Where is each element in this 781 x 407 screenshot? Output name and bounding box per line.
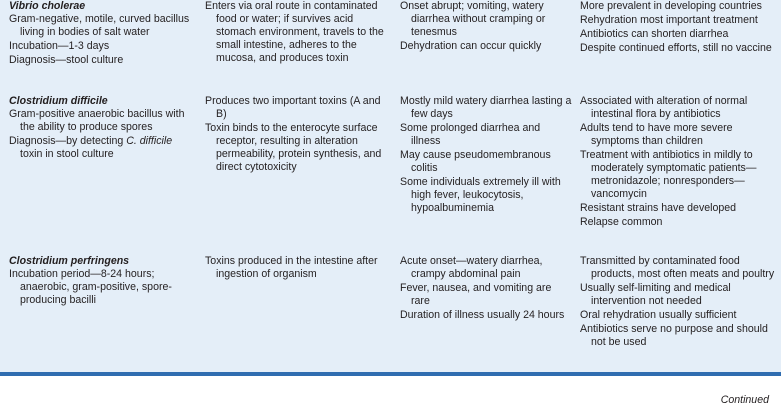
diagnosis-suffix: toxin in stool culture xyxy=(20,148,114,160)
comment-item: Treatment with antibiotics in mildly to moderately symptomatic patients—metronidazole; nonresponders—vancomycin xyxy=(580,149,757,200)
organism-cell xyxy=(9,95,195,162)
pathogenesis-item: Toxins produced in the intestine after ingestion of organism xyxy=(205,255,378,280)
comment-item: Rehydration most important treatment xyxy=(580,14,758,26)
comment-item: Transmitted by contaminated food products, most often meats and poultry xyxy=(580,255,775,280)
clinical-item: Mostly mild watery diarrhea lasting a few days xyxy=(400,95,572,120)
comments-cell xyxy=(580,255,776,350)
comment-item: Despite continued efforts, still no vaccine xyxy=(580,42,772,54)
pathogenesis-cell xyxy=(205,95,391,175)
comment-item: Oral rehydration usually sufficient xyxy=(580,309,737,321)
comments-cell xyxy=(580,95,776,230)
comment-item: Relapse common xyxy=(580,216,663,228)
clinical-item: Dehydration can occur quickly xyxy=(400,40,542,52)
organism-note: Incubation period—8-24 hours; anaerobic, gram-positive, spore-producing bacilli xyxy=(9,268,172,306)
comment-item: Antibiotics can shorten diarrhea xyxy=(580,28,729,40)
continued-label: Continued xyxy=(720,394,769,406)
organism-note: Gram-positive anaerobic bacillus with the ability to produce spores xyxy=(9,108,185,133)
diagnosis-prefix: Diagnosis—by detecting xyxy=(9,135,127,147)
organism-note: Gram-negative, motile, curved bacillus living in bodies of salt water xyxy=(9,13,190,38)
organism-name: Clostridium perfringens xyxy=(9,255,130,267)
pathogenesis-item: Produces two important toxins (A and B) xyxy=(205,95,381,120)
diagnosis-organism: C. difficile xyxy=(126,135,173,147)
comment-item: More prevalent in developing countries xyxy=(580,0,762,12)
comment-item: Antibiotics serve no purpose and should not be used xyxy=(580,323,768,348)
organism-cell xyxy=(9,255,195,308)
clinical-cell xyxy=(400,255,572,323)
organism-name: Vibrio cholerae xyxy=(9,0,86,12)
organism-name: Clostridium difficile xyxy=(9,95,108,107)
clinical-item: Some individuals extremely ill with high fever, leukocytosis, hypoalbuminemia xyxy=(400,176,561,214)
pathogenesis-cell xyxy=(205,0,391,66)
table-bottom-rule xyxy=(0,372,781,376)
clinical-item: Fever, nausea, and vomiting are rare xyxy=(400,282,552,307)
clinical-cell xyxy=(400,0,572,54)
organism-note: Incubation—1-3 days xyxy=(9,40,110,52)
pathogenesis-cell xyxy=(205,255,391,282)
clinical-item: Onset abrupt; vomiting, watery diarrhea without cramping or tenesmus xyxy=(400,0,546,38)
comment-item: Usually self-limiting and medical intervention not needed xyxy=(580,282,731,307)
comment-item: Associated with alteration of normal intestinal flora by antibiotics xyxy=(580,95,748,120)
pathogenesis-item: Toxin binds to the enterocyte surface receptor, resulting in alteration permeability, protein synthesis, and direct cytotoxicity xyxy=(205,122,382,173)
clinical-item: May cause pseudomembranous colitis xyxy=(400,149,551,174)
organism-cell xyxy=(9,0,195,68)
clinical-item: Some prolonged diarrhea and illness xyxy=(400,122,541,147)
comments-cell xyxy=(580,0,776,56)
clinical-cell xyxy=(400,95,572,216)
organism-note: Diagnosis—stool culture xyxy=(9,54,124,66)
clinical-item: Acute onset—watery diarrhea, crampy abdominal pain xyxy=(400,255,543,280)
organism-diagnosis xyxy=(9,135,195,161)
pathogenesis-item: Enters via oral route in contaminated food or water; if survives acid stomach environment, travels to the small intestine, adheres to the mucosa, and produces toxin xyxy=(205,0,384,64)
comment-item: Adults tend to have more severe symptoms than children xyxy=(580,122,733,147)
clinical-item: Duration of illness usually 24 hours xyxy=(400,309,565,321)
comment-item: Resistant strains have developed xyxy=(580,202,737,214)
